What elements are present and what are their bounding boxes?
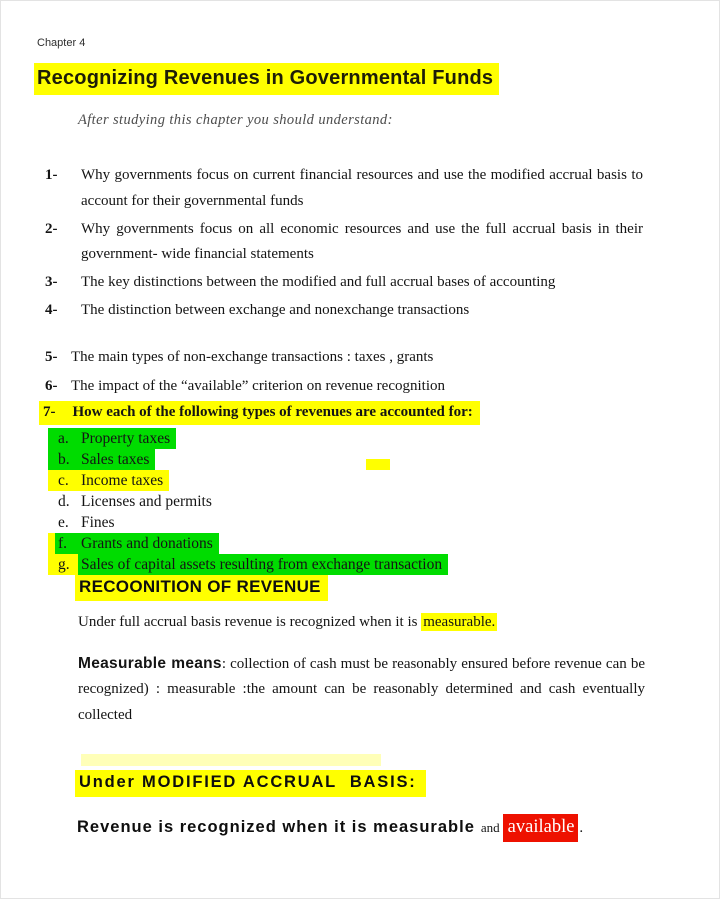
sub-item-letter: c. [48,470,78,491]
sub-item-letter: b. [48,449,78,470]
recognition-heading: RECOONITION OF REVENUE [75,575,328,601]
sub-item-row [48,512,448,533]
measurable-lead: Measurable means [78,655,222,672]
objective-seven-highlight [39,401,480,425]
sub-item-text: Licenses and permits [81,493,212,510]
revenue-statement [77,814,583,842]
sub-item-text: Fines [81,514,115,531]
chapter-label: Chapter 4 [37,37,86,49]
full-accrual-text: Under full accrual basis revenue is recognized when it is [78,614,422,630]
sub-item-text: Property taxes [78,428,176,449]
full-accrual-paragraph [78,614,497,631]
objective-item [45,345,675,370]
page-title: Recognizing Revenues in Governmental Funds [34,63,499,95]
sub-item-text: Income taxes [78,470,169,491]
connector-and: and [480,820,500,835]
objectives-list-continued [45,345,675,403]
measurable-body: : collection of cash must be reasonably ensured before revenue can be recognized) : measurable :the amount can be reasonably determined and cash eventually collected [78,656,645,723]
statement-period: . [579,820,584,836]
measurable-highlight: measurable. [423,614,496,630]
objective-text: The key distinctions between the modified and full accrual bases of accounting [81,274,556,290]
objective-number: 4- [45,302,58,318]
chapter-subtitle: After studying this chapter you should understand: [78,112,393,128]
objective-number: 6- [45,378,58,394]
sub-item-text: Grants and donations [78,533,219,554]
objective-seven-text: How each of the following types of revenues are accounted for: [72,404,473,420]
sub-item-row [48,533,448,554]
sub-item-row [48,449,448,470]
objective-number: 7- [43,404,56,420]
highlight-artifact [366,459,390,470]
modified-accrual-heading: Under MODIFIED ACCRUAL BASIS: [75,770,426,797]
objective-text: The main types of non-exchange transactions : taxes , grants [71,349,434,365]
highlight-artifact [48,533,55,554]
objective-seven [39,401,480,425]
objectives-list [45,163,643,326]
objective-item [45,298,643,324]
sub-item-letter: g. [48,554,78,575]
objective-text: The distinction between exchange and nonexchange transactions [81,302,470,318]
sub-item-letter: a. [48,428,78,449]
sub-item-text: Sales of capital assets resulting from exchange transaction [78,554,448,575]
objective-text: The impact of the “available” criterion on revenue recognition [71,378,445,394]
sub-item-letter: d. [58,493,70,510]
objective-number: 2- [45,220,58,237]
objective-item [45,163,643,214]
faded-highlight-strip [81,754,381,766]
sub-item-row [48,470,448,491]
sub-item-row [48,554,448,575]
sub-item-letter: f. [55,533,78,554]
recognition-heading-wrap [75,575,328,601]
objective-text: Why governments focus on all economic resources and use the full accrual basis in their government- wide financial statements [81,220,643,262]
sub-item-text: Sales taxes [78,449,155,470]
objective-item [45,217,643,268]
measurable-paragraph [78,651,645,728]
available-highlight: available [503,814,579,842]
page-title-wrap [34,63,499,95]
objective-item [45,270,643,296]
objective-number: 1- [45,167,58,183]
sub-item-row [48,491,448,512]
modified-accrual-heading-wrap [75,770,426,797]
revenue-types-list [48,428,448,575]
sub-item-row [48,428,448,449]
revenue-statement-bold: Revenue is recognized when it is measurable [77,818,475,836]
objective-text: Why governments focus on current financial resources and use the modified accrual basis to account for their governmental funds [81,167,643,209]
objective-number: 3- [45,274,58,290]
objective-item [45,374,675,399]
sub-item-letter: e. [58,514,69,531]
objective-number: 5- [45,349,58,365]
